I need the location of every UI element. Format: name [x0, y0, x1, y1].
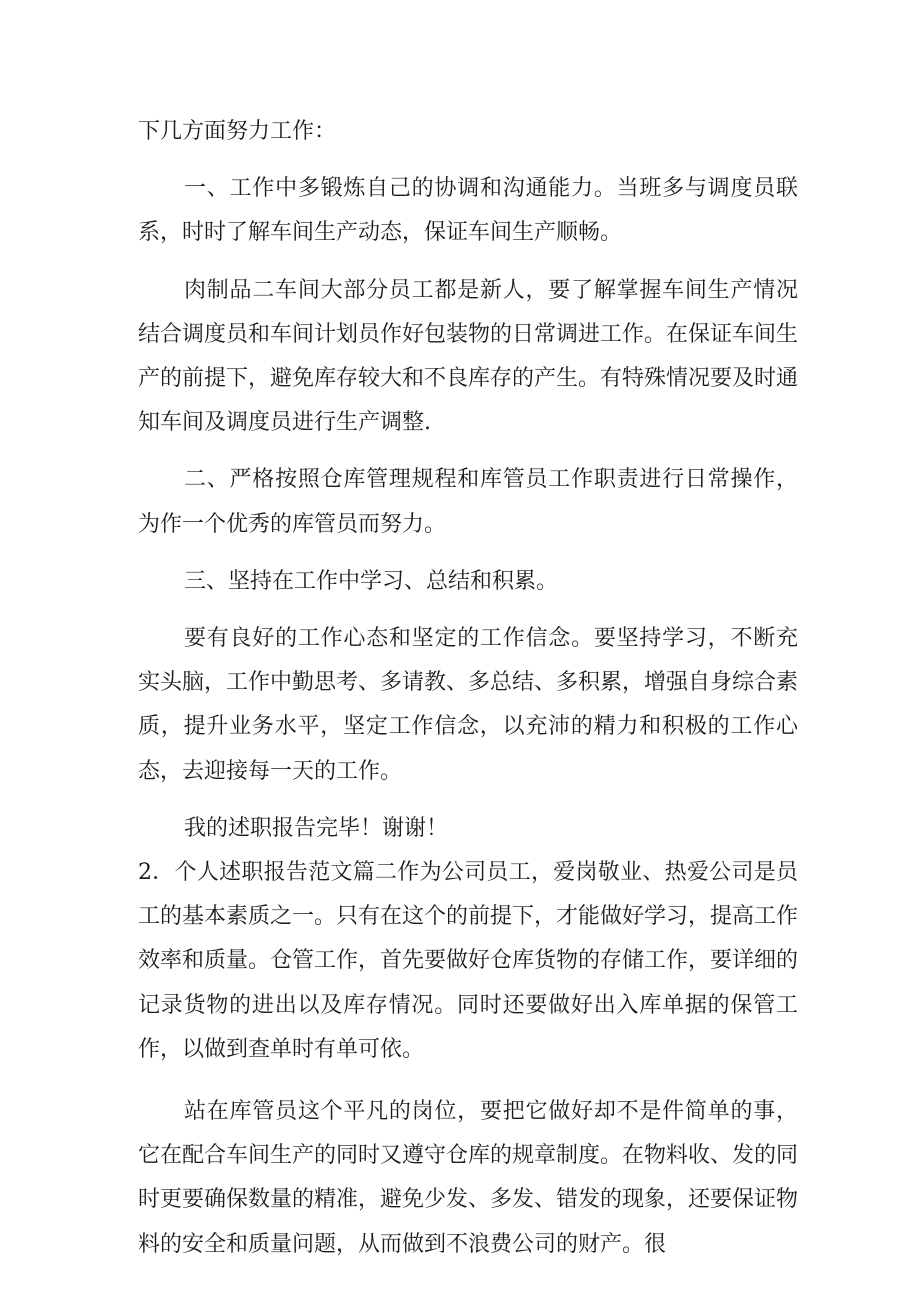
paragraph-point-two: 二、严格按照仓库管理规程和库管员工作职责进行日常操作，为作一个优秀的库管员而努力。 — [138, 467, 798, 537]
paragraph-point-three: 三、坚持在工作中学习、总结和积累。 — [184, 568, 559, 594]
paragraph-attitude: 要有良好的工作心态和坚定的工作信念。要坚持学习，不断充实头脑，工作中勤思考、多请教、多总结、多积累，增强自身综合素质，提升业务水平，坚定工作信念，以充沛的精力和积极的工作心态，去迎接每一天的工作。 — [138, 626, 799, 784]
document-body — [138, 110, 798, 1267]
paragraph-section-two: 2．个人述职报告范文篇二作为公司员工，爱岗敬业、热爱公司是员工的基本素质之一。只有在这个的前提下，才能做好学习，提高工作效率和质量。仓管工作，首先要做好仓库货物的存储工作，要详细的记录货物的进出以及库存情况。同时还要做好出入库单据的保管工作，以做到查单时有单可依。 — [138, 860, 799, 1062]
paragraph-intro: 下几方面努力工作： — [138, 119, 337, 144]
paragraph-post: 站在库管员这个平凡的岗位，要把它做好却不是件简单的事，它在配合车间生产的同时又遵守仓库的规章制度。在物料收、发的同时更要确保数量的精准，避免少发、多发、错发的现象，还要保证物料的安全和质量问题，从而做到不浪费公司的财产。很 — [138, 1099, 799, 1257]
paragraph-point-one: 一、工作中多锻炼自己的协调和沟通能力。当班多与调度员联系，时时了解车间生产动态，保证车间生产顺畅。 — [138, 176, 798, 246]
paragraph-closing: 我的述职报告完毕！谢谢！ — [184, 815, 449, 841]
paragraph-workshop: 肉制品二车间大部分员工都是新人，要了解掌握车间生产情况结合调度员和车间计划员作好包装物的日常调进工作。在保证车间生产的前提下，避免库存较大和不良库存的产生。有特殊情况要及时通知车间及调度员进行生产调整. — [138, 277, 799, 436]
